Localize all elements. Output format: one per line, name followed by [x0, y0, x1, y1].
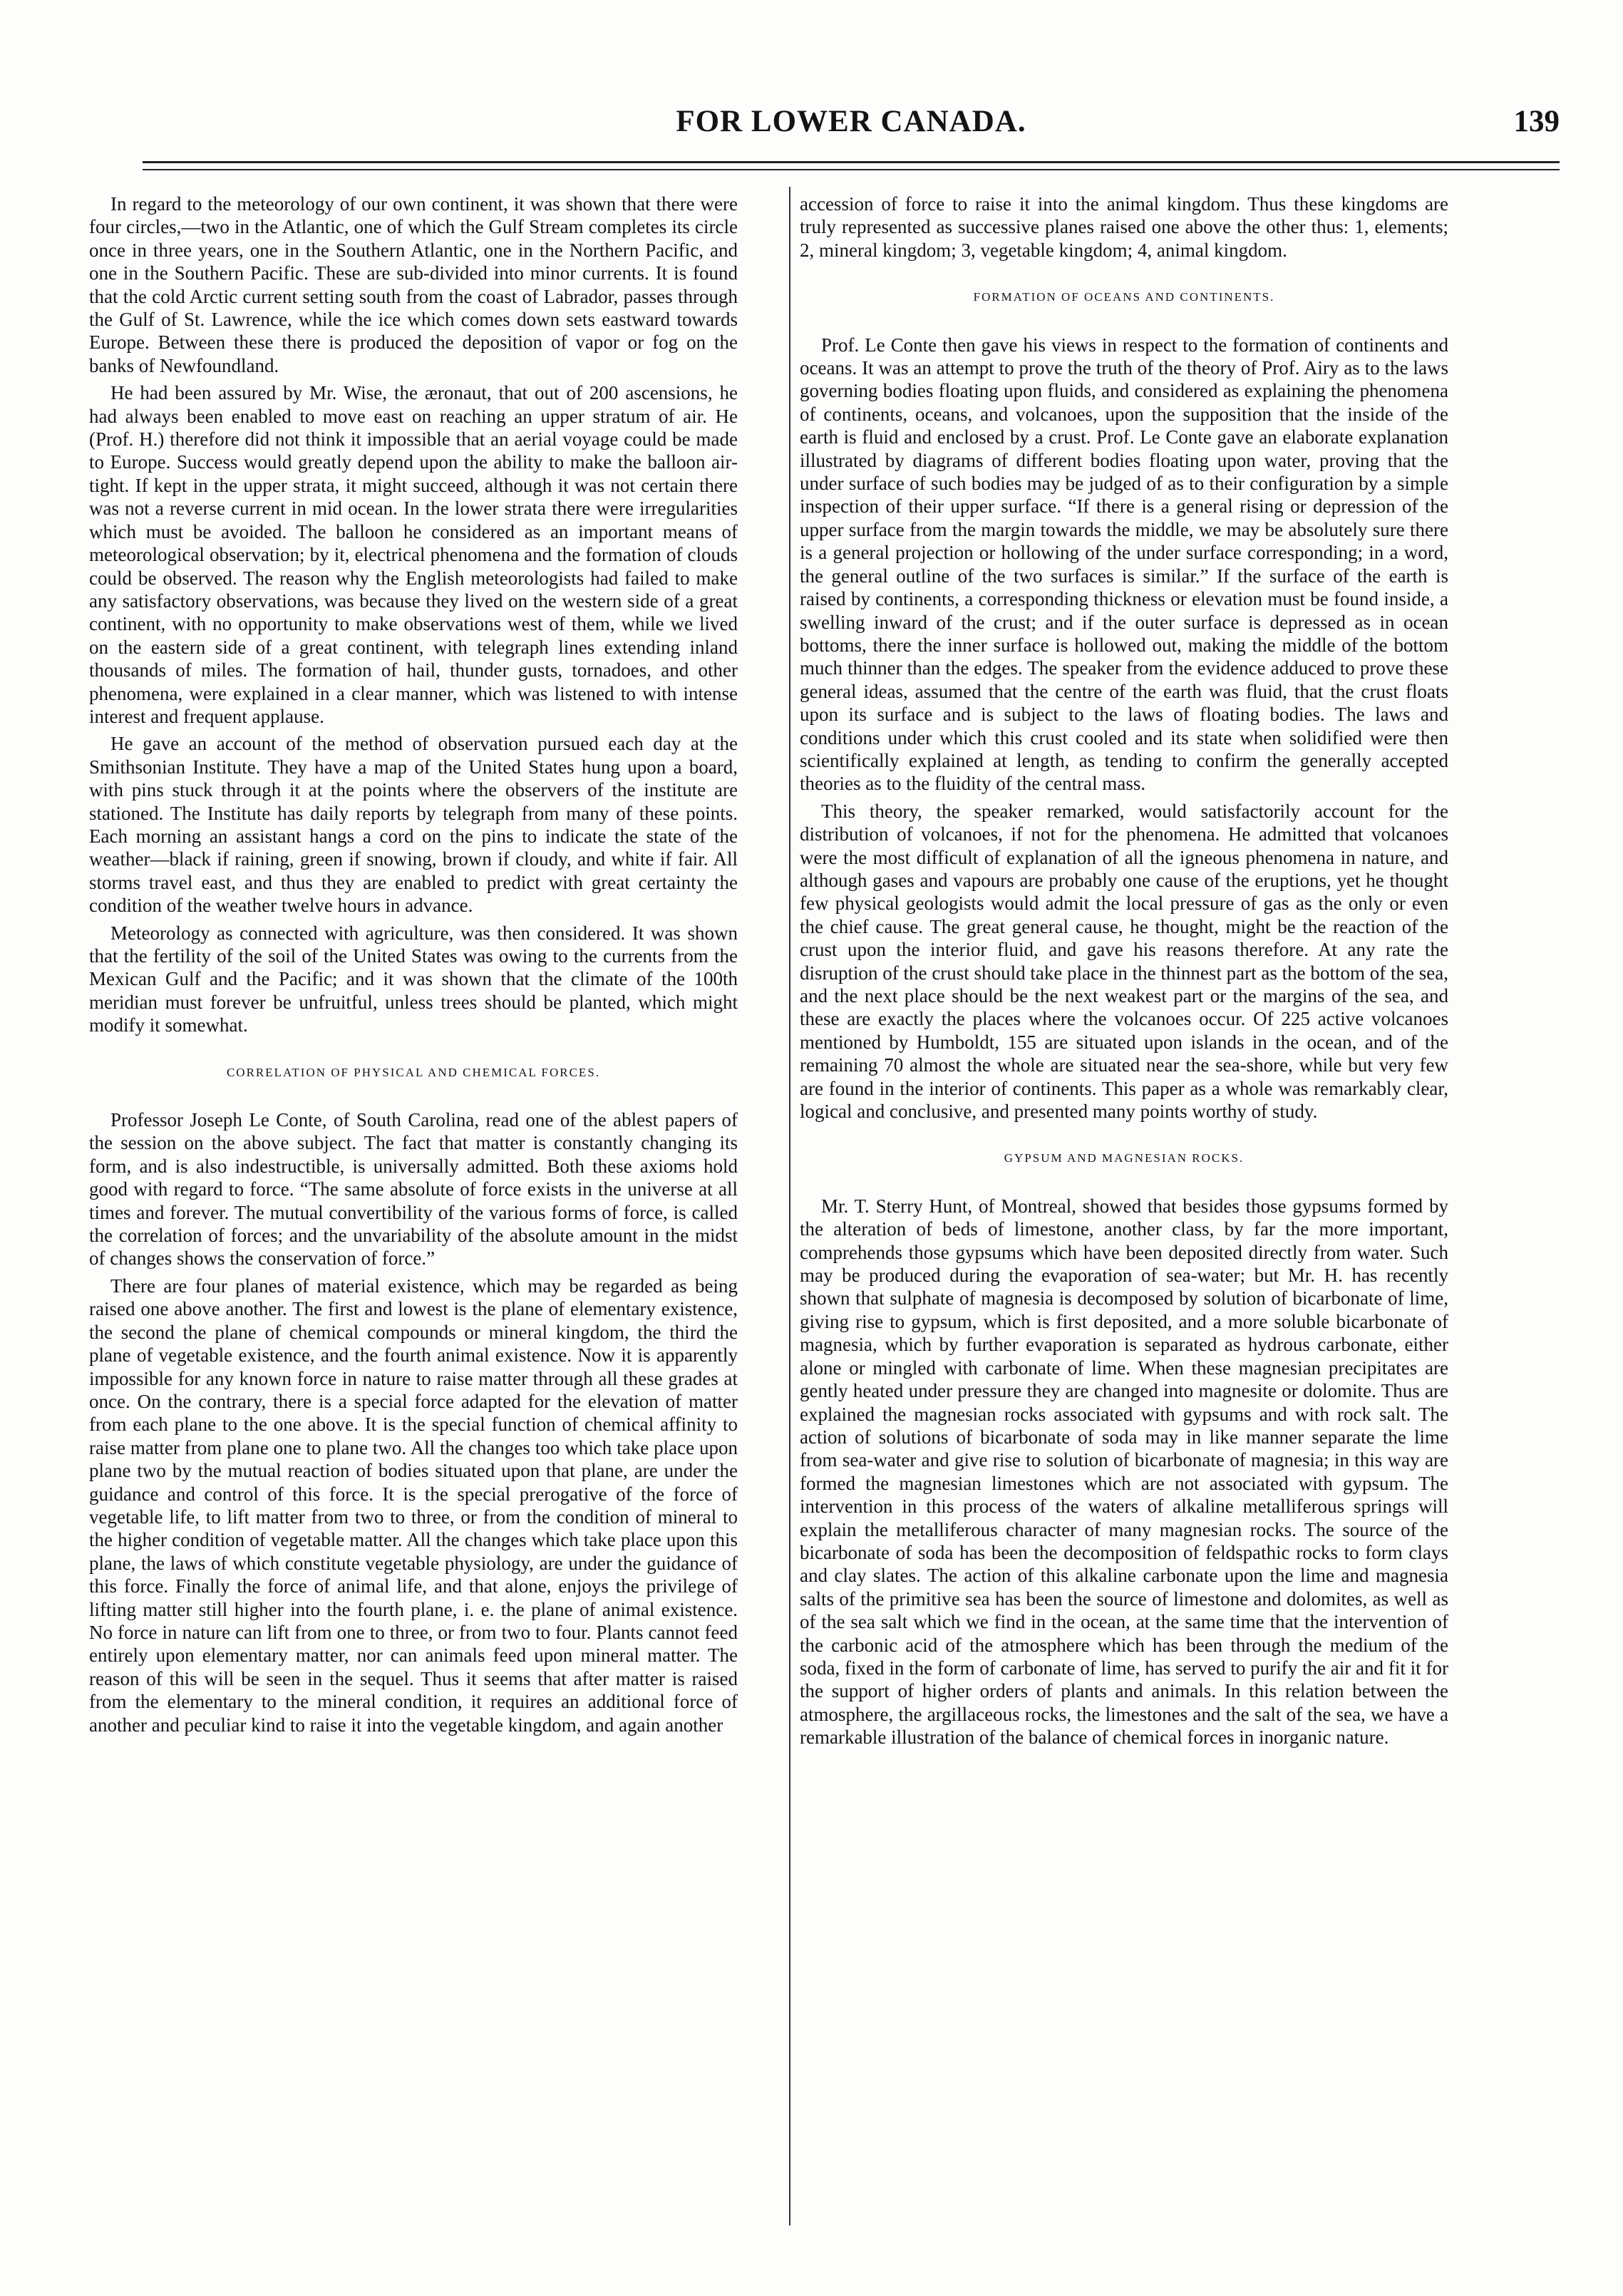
paragraph-balloon: He had been assured by Mr. Wise, the æronaut, that out of 200 ascensions, he had always been enabled to move east on reaching an upper stratum of air. He (Prof. H.) therefore did not think it impossible that an aerial voyage could be made to Europe. Success would greatly depend upon the ability to make the balloon air-tight. If kept in the upper strata, it might succeed, although it was not certain there was not a reverse current in mid ocean. In the lower strata there were irregularities which must be avoided. The balloon he considered as an important means of meteorological observation; by it, electrical phenomena and the formation of clouds could be observed. The reason why the English meteorologists had failed to make any satisfactory observations, was because they lived on the western side of a great continent, with no opportunity to make observations west of them, while we lived on the eastern side of a great continent, with telegraph lines extending inland thousands of miles. The formation of hail, thunder gusts, tornadoes, and other phenomena, were explained in a clear manner, which was listened to with intense interest and frequent applause. — [89, 382, 738, 727]
section-heading-oceans: FORMATION OF OCEANS AND CONTINENTS. — [973, 290, 1275, 304]
paragraph-kingdoms: accession of force to raise it into the animal kingdom. Thus these kingdoms are truly represented as successive planes raised one above the other thus: 1, elements; 2, mineral kingdom; 3, vegetable kingdom; 4, animal kingdom. — [800, 193, 1448, 261]
paragraph-smithsonian: He gave an account of the method of observation pursued each day at the Smithsonian Institute. They have a map of the United States hung upon a board, with pins stuck through it at the points where the observers of the institute are stationed. The Institute has daily reports by telegraph from many of these points. Each morning an assistant hangs a cord on the pins to indicate the state of the weather—black if raining, green if snowing, brown if cloudy, and white if fair. All storms travel east, and thus they are enabled to predict with great certainty the condition of the weather twelve hours in advance. — [89, 733, 738, 917]
column-divider — [789, 187, 790, 2225]
paragraph-hunt: Mr. T. Sterry Hunt, of Montreal, showed that besides those gypsums formed by the alteration of beds of limestone, another class, by far the more important, comprehends those gypsums which have been deposited directly from water. Such may be produced during the evaporation of sea-water; but Mr. H. has recently shown that sulphate of magnesia is decomposed by solution of bicarbonate of lime, giving rise to gypsum, which is first deposited, and a more soluble bicarbonate of magnesia, which by further evaporation is separated as hydrous carbonate, either alone or mingled with carbonate of lime. When these magnesian precipitates are gently heated under pressure they are changed into magnesite or dolomite. Thus are explained the magnesian rocks associated with gypsums and with rock salt. The action of solutions of bicarbonate of soda may in like manner separate the lime from sea-water and give rise to solution of bicarbonate of magnesia; in this way are formed the magnesian limestones which are not associated with gypsum. The intervention in this process of the waters of alkaline metalliferous springs will explain the metalliferous character of many magnesian rocks. The source of the bicarbonate of soda has been the decomposition of feldspathic rocks to form clays and clay slates. The action of this alkaline carbonate upon the lime and magnesia salts of the primitive sea has been the source of limestone and dolomites, as well as of the sea salt which we find in the ocean, at the same time that the intervention of the carbonic acid of the atmosphere which has been through the medium of the soda, fixed in the form of carbonate of lime, has served to purify the air and fit it for the support of higher orders of plants and animals. In this relation between the atmosphere, the argillaceous rocks, the limestones and the salt of the sea, we have a remarkable illustration of the balance of chemical forces in inorganic nature. — [800, 1195, 1448, 1749]
paragraph-le-conte: Professor Joseph Le Conte, of South Carolina, read one of the ablest papers of the session on the above subject. The fact that matter is constantly changing its form, and is also indestructible, is universally admitted. Both these axioms hold good with regard to force. “The same absolute of force exists in the universe at all times and forever. The mutual convertibility of the various forms of force, is called the correlation of forces; and the unvariability of the absolute amount in the midst of changes shows the conservation of force.” — [89, 1109, 738, 1270]
paragraph-volcanoes: This theory, the speaker remarked, would satisfactorily account for the distribution of volcanoes, if not for the phenomena. He admitted that volcanoes were the most difficult of explanation of all the igneous phenomena in nature, and although gases and vapours are probably one cause of the eruptions, yet he thought few physical geologists would admit the local pressure of gas as the only or even the chief cause. The great general cause, he thought, might be the reaction of the crust upon the interior fluid, and gave his reasons therefore. At any rate the disruption of the crust should take place in the thinnest part as the bottom of the sea, and the next place should be the next weakest part or the margins of the sea, and these are exactly the places where the volcanoes occur. Of 225 active volcanoes mentioned by Humboldt, 155 are situated upon islands in the ocean, and of the remaining 70 almost the whole are situated near the sea-shore, while but very few are found in the interior of continents. This paper as a whole was remarkably clear, logical and conclusive, and presented many points worthy of study. — [800, 800, 1448, 1123]
paragraph-four-planes: There are four planes of material existence, which may be regarded as being raised one above another. The first and lowest is the plane of elementary existence, the second the plane of chemical compounds or mineral kingdom, the third the plane of vegetable existence, and the fourth animal existence. Now it is apparently impossible for any known force in nature to raise matter through all these grades at once. On the contrary, there is a special force adapted for the elevation of matter from each plane to the one above. It is the special function of chemical affinity to raise matter from plane one to plane two. All the changes too which take place upon plane two by the mutual reaction of bodies situated upon that plane, are under the guidance and control of this force. It is the special prerogative of the force of vegetable life, to lift matter from two to three, or from the condition of mineral to the higher condition of vegetable matter. All the changes which take place upon this plane, the laws of which constitute vegetable physiology, are under the guidance of this force. Finally the force of animal life, and that alone, enjoys the privilege of lifting matter still higher into the fourth plane, i. e. the plane of animal existence. No force in nature can lift from one to three, or from two to four. Plants cannot feed entirely upon elementary matter, nor can animals feed upon mineral matter. The reason of this will be seen in the sequel. Thus it seems that after matter is raised from the elementary to the mineral condition, it requires an additional force of another and peculiar kind to raise it into the vegetable kingdom, and again another — [89, 1275, 738, 1736]
section-heading-correlation: CORRELATION OF PHYSICAL AND CHEMICAL FORCES. — [226, 1065, 601, 1079]
section-heading-gypsum: GYPSUM AND MAGNESIAN ROCKS. — [1004, 1151, 1245, 1165]
running-title: FOR LOWER CANADA. — [676, 105, 1026, 138]
paragraph-continents: Prof. Le Conte then gave his views in respect to the formation of continents and oceans. It was an attempt to prove the truth of the theory of Prof. Airy as to the laws governing bodies floating upon fluids, and considered as explaining the phenomena of continents, oceans, and volcanoes, upon the supposition that the inside of the earth is fluid and enclosed by a crust. Prof. Le Conte gave an elaborate explanation illustrated by diagrams of different bodies floating upon water, proving that the under surface of such bodies may be judged of as to their configuration by a simple inspection of their upper surface. “If there is a general rising or depression of the upper surface from the margin towards the middle, we may be absolutely sure there is a general projection or hollowing of the under surface corresponding; in a word, the general outline of the two surfaces is similar.” If the surface of the earth is raised by continents, a corresponding thickness or elevation must be found inside, a swelling inward of the crust; and if the outer surface is depressed as in ocean bottoms, there the inner surface is hollowed out, making the middle of the bottom much thinner than the edges. The speaker from the evidence adduced to prove these general ideas, assumed that the centre of the earth was fluid, that the crust floats upon its surface and is subject to the laws of floating bodies. The laws and conditions under which this crust cooled and its state when solidified were then scientifically explained at length, as tending to confirm the generally accepted theories as to the fluidity of the central mass. — [800, 334, 1448, 795]
paragraph-ocean-circles: In regard to the meteorology of our own continent, it was shown that there were four circles,—two in the Atlantic, one of which the Gulf Stream completes its circle once in three years, one in the Southern Atlantic, one in the Northern Pacific, and one in the Southern Pacific. These are sub-divided into minor currents. It is found that the cold Arctic current setting south from the coast of Labrador, passes through the Gulf of St. Lawrence, while the ice which comes down sets eastward towards Europe. Between these there is produced the deposition of vapor or fog on the banks of Newfoundland. — [89, 193, 738, 376]
page-header — [143, 98, 1560, 148]
header-rule-top — [143, 161, 1560, 163]
header-rule-bottom — [143, 169, 1560, 170]
right-column — [800, 192, 1448, 2210]
paragraph-agriculture: Meteorology as connected with agriculture, was then considered. It was shown that the fertility of the soil of the United States was owing to the currents from the Mexican Gulf and the Pacific; and it was shown that the climate of the 100th meridian must forever be unfruitful, unless trees should be planted, which might modify it somewhat. — [89, 922, 738, 1036]
page-number: 139 — [1513, 105, 1560, 138]
left-column — [89, 192, 738, 2210]
